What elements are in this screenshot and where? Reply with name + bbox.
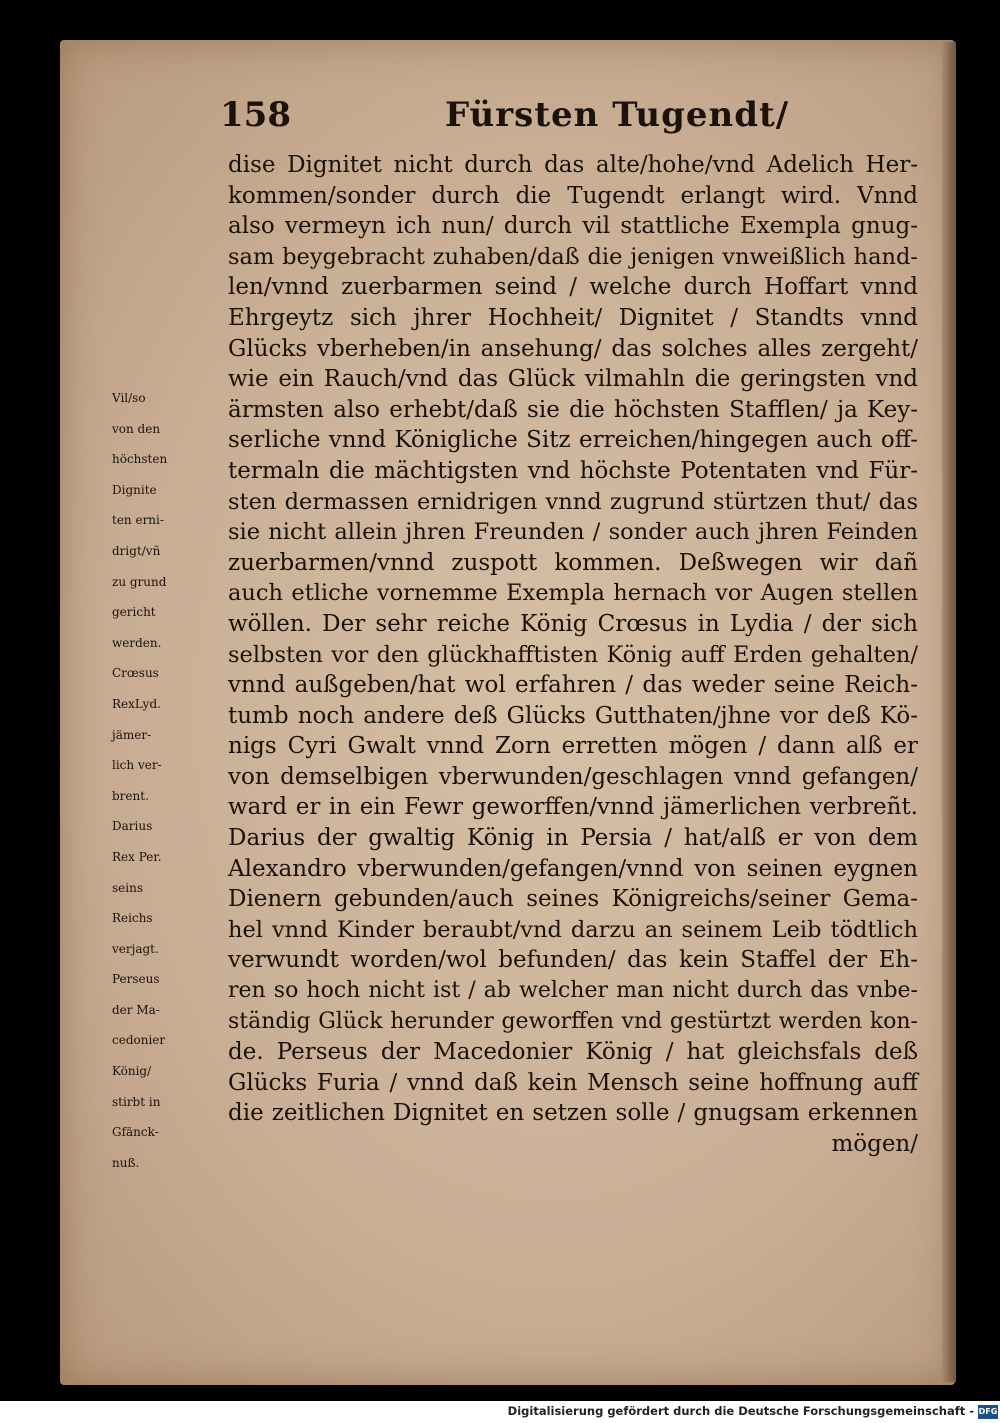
dfg-logo: DFG (978, 1405, 998, 1419)
text-line: mögen/ (831, 1131, 918, 1157)
text-line: wie ein Rauch/vnd das Glück vilmahln die geringsten vnd (228, 366, 918, 393)
text-line: von demselbigen vberwunden/geschlagen vnnd gefangen/ (228, 763, 918, 790)
text-line: kommen/sonder durch die Tugendt erlangt wird. Vnnd (228, 182, 918, 209)
text-line: ren so hoch nicht ist / ab welcher man nicht durch das vnbe- (228, 978, 918, 1004)
running-title: Fürsten Tugendt/ (445, 95, 790, 135)
text-line: Alexandro vberwunden/gefangen/vnnd von seinen eygnen (228, 855, 918, 882)
digitization-footer (0, 1401, 1000, 1423)
page-number: 158 (220, 95, 291, 135)
text-line: vnnd außgeben/hat wol erfahren / das weder seine Reich- (228, 672, 918, 699)
sidenote-line: Vil/so (112, 391, 146, 405)
sidenote-line: werden. (112, 635, 162, 650)
footer-credit: Digitalisierung gefördert durch die Deutsche Forschungsgemeinschaft - (507, 1404, 974, 1418)
text-line: Ehrgeytz sich jhrer Hochheit/ Dignitet / Standts vnnd (228, 304, 918, 331)
sidenote-line: jämer- (112, 727, 152, 742)
sidenote-line: Perseus (112, 972, 160, 987)
sidenote-line: seins (112, 880, 143, 895)
sidenote-line: verjagt. (112, 941, 159, 956)
text-line: Dienern gebunden/auch seines Königreichs/seiner Gema- (228, 886, 918, 913)
main-text-column (228, 150, 918, 1160)
sidenote-line: brent. (112, 788, 149, 803)
marginal-notes (112, 383, 232, 1178)
text-line: verwundt worden/wol befunden/ das kein Staffel der Eh- (228, 947, 918, 974)
text-line: Darius der gwaltig König in Persia / hat/alß er von dem (228, 825, 918, 852)
text-line: termaln die mächtigsten vnd höchste Potentaten vnd Für- (228, 457, 918, 484)
sidenote-line: Gfänck- (112, 1125, 159, 1140)
sidenote-line: stirbt in (112, 1094, 161, 1109)
text-line: sie nicht allein jhren Freunden / sonder auch jhren Feinden (228, 519, 918, 546)
sidenote-line: zu grund (112, 574, 167, 589)
text-line: nigs Cyri Gwalt vnnd Zorn erretten mögen / dann alß er (228, 733, 918, 760)
text-line: de. Perseus der Macedonier König / hat gleichsfals deß (228, 1039, 918, 1066)
text-line: ward er in ein Fewr geworffen/vnnd jämerlichen verbreñt. (228, 794, 918, 821)
sidenote-line: ten erni- (112, 513, 164, 528)
text-line: selbsten vor den glückhafftisten König auff Erden gehalten/ (228, 641, 918, 668)
sidenote-line: Dignite (112, 482, 157, 497)
text-line: hel vnnd Kinder beraubt/vnd darzu an seinem Leib tödtlich (228, 916, 918, 943)
text-line: sten dermassen ernidrigen vnnd zugrund stürtzen thut/ das (228, 488, 918, 515)
text-line: len/vnnd zuerbarmen seind / welche durch Hoffart vnnd (228, 274, 918, 301)
sidenote-line: Crœsus (112, 666, 159, 681)
sidenote-line: RexLyd. (112, 696, 161, 711)
sidenote-line: nuß. (112, 1155, 140, 1170)
text-line: Glücks Furia / vnnd daß kein Mensch seine hoffnung auff (228, 1069, 918, 1096)
sidenote-line: höchsten (112, 452, 168, 467)
sidenote-line: gericht (112, 605, 156, 620)
page-header (220, 95, 920, 145)
text-line: Glücks vberheben/in ansehung/ das solches alles zergeht/ (228, 335, 918, 362)
sidenote-line: cedonier (112, 1033, 166, 1048)
sidenote-line: Rex Per. (112, 849, 162, 864)
sidenote-line: der Ma- (112, 1002, 160, 1017)
text-line: zuerbarmen/vnnd zuspott kommen. Deßwegen wir dañ (228, 549, 918, 576)
sidenote-line: von den (112, 421, 161, 436)
text-line: dise Dignitet nicht durch das alte/hohe/vnd Adelich Her- (228, 152, 918, 178)
page-edge (942, 42, 956, 1382)
text-line: tumb noch andere deß Glücks Gutthaten/jhne vor deß Kö- (228, 702, 918, 729)
sidenote-line: Reichs (112, 911, 153, 926)
text-line: auch etliche vornemme Exempla hernach vor Augen stellen (228, 580, 918, 607)
text-line: ärmsten also erhebt/daß sie die höchsten Stafflen/ ja Key- (228, 396, 918, 423)
text-line: ständig Glück herunder geworffen vnd gestürtzt werden kon- (228, 1008, 918, 1034)
sidenote-line: lich ver- (112, 758, 162, 773)
text-line: serliche vnnd Königliche Sitz erreichen/hingegen auch off- (228, 427, 918, 454)
text-line: wöllen. Der sehr reiche König Crœsus in Lydia / der sich (228, 610, 918, 637)
text-line: sam beygebracht zuhaben/daß die jenigen vnweißlich hand- (228, 243, 918, 270)
text-line: die zeitlichen Dignitet en setzen solle / gnugsam erkennen (228, 1100, 918, 1127)
sidenote-line: Darius (112, 819, 153, 834)
text-line: also vermeyn ich nun/ durch vil stattliche Exempla gnug- (228, 213, 918, 240)
sidenote-line: drigt/vñ (112, 543, 161, 558)
sidenote-line: König/ (112, 1064, 152, 1079)
